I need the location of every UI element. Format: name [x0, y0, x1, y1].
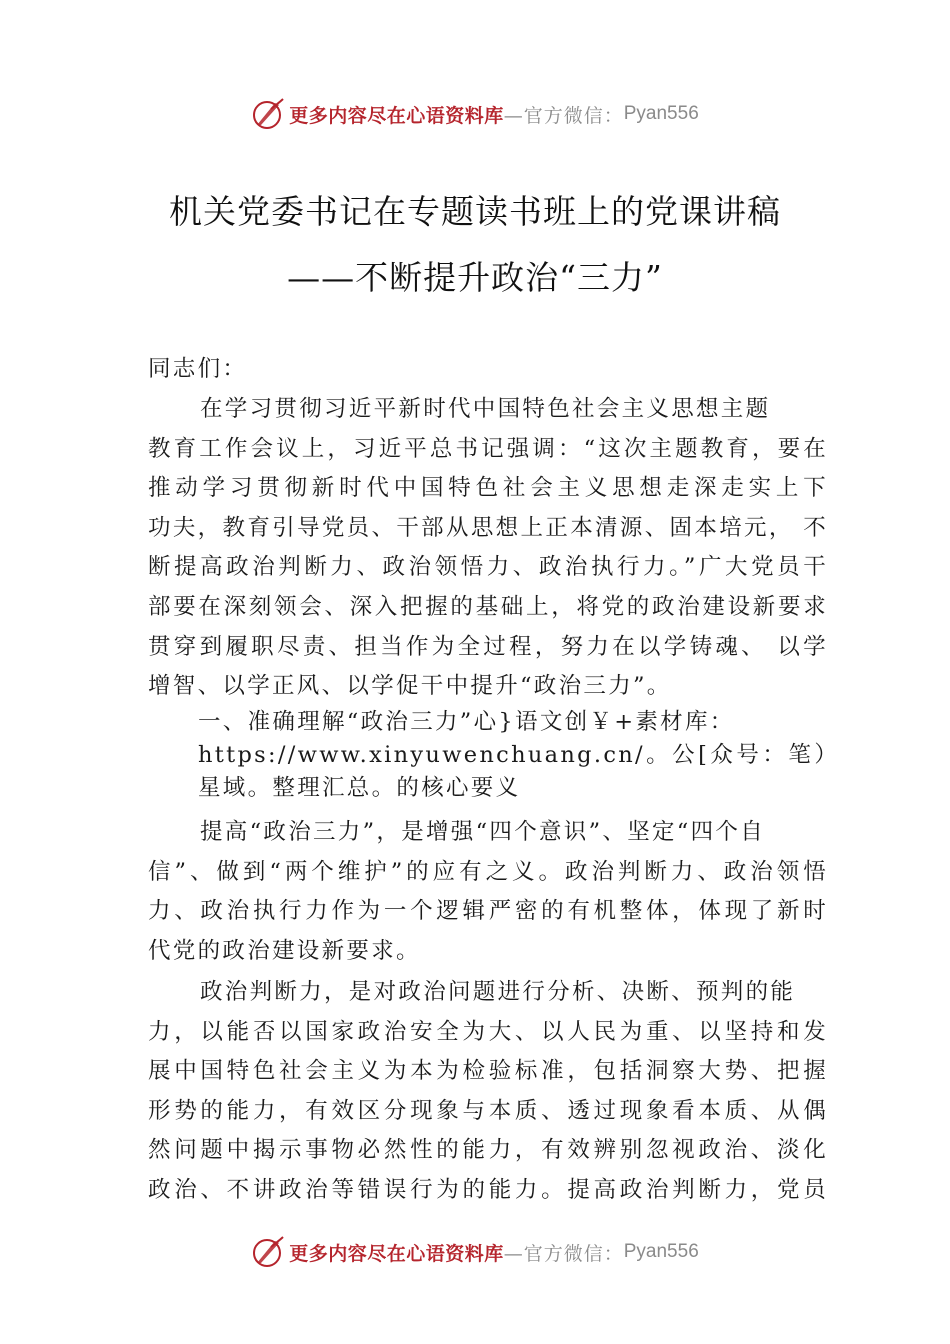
paragraph-line: 政治判断力，是对政治问题进行分析、决断、预判的能 [200, 979, 796, 1005]
paragraph-line: 力，以能否以国家政治安全为大、以人民为重、以坚持和发 [148, 1018, 828, 1045]
paragraph-line: 信”、做到“两个维护”的应有之义。政治判断力、政治领悟 [148, 858, 828, 885]
paragraph-line: 在学习贯彻习近平新时代中国特色社会主义思想主题 [200, 396, 771, 422]
paragraph-line: 形势的能力，有效区分现象与本质、透过现象看本质、从偶 [148, 1097, 828, 1124]
heading-line: 星域。整理汇总。的核心要义 [198, 775, 521, 801]
paragraph-line: 教育工作会议上，习近平总书记强调：“这次主题教育，要在 [148, 435, 828, 462]
document-subtitle: ——不断提升政治“三力” [287, 258, 663, 297]
heading-line: 一、准确理解“政治三力”心}语文创￥+素材库： [198, 709, 735, 735]
paragraph-line: 推动学习贯彻新时代中国特色社会主义思想走深走实上下 [148, 475, 828, 502]
paragraph-line: 政治、不讲政治等错误行为的能力。提高政治判断力，党员 [148, 1176, 828, 1203]
paragraph-intro [148, 390, 828, 707]
paragraph-line: 功夫，教育引导党员、干部从思想上正本清源、固本培元， 不 [148, 514, 828, 541]
paragraph-line: 然问题中揭示事物必然性的能力，有效辨别忽视政治、淡化 [148, 1137, 828, 1164]
heading-line: https://www.xinyuwenchuang.cn/。公[众号：笔） [198, 742, 828, 768]
banner-wechat-label: —官方微信： [503, 104, 624, 127]
section-heading [198, 706, 828, 805]
banner-brand-text: 更多内容尽在心语资料库 [289, 1242, 504, 1265]
greeting-line: 同志们： [148, 356, 248, 382]
greeting [148, 350, 828, 390]
paragraph-meaning [148, 813, 828, 971]
quill-pen-icon [251, 97, 285, 131]
paragraph-line: 断提高政治判断力、政治领悟力、政治执行力。”广大党员干 [148, 554, 828, 581]
banner-wechat-label: —官方微信： [503, 1242, 624, 1265]
banner-wechat-id: Pyan556 [623, 103, 699, 124]
banner-brand-text: 更多内容尽在心语资料库 [289, 104, 504, 127]
document-title: 机关党委书记在专题读书班上的党课讲稿 [169, 192, 781, 231]
paragraph-judgment [148, 973, 828, 1211]
paragraph-line: 部要在深刻领会、深入把握的基础上，将党的政治建设新要求 [148, 593, 828, 620]
banner-wechat-id: Pyan556 [623, 1241, 699, 1262]
paragraph-line: 力、政治执行力作为一个逻辑严密的有机整体，体现了新时 [148, 898, 828, 925]
quill-pen-icon [251, 1235, 285, 1269]
paragraph-line: 展中国特色社会主义为本为检验标准，包括洞察大势、把握 [148, 1058, 828, 1085]
footer-banner [0, 1232, 950, 1272]
paragraph-line: 贯穿到履职尽责、担当作为全过程，努力在以学铸魂、 以学 [148, 633, 828, 660]
paragraph-line: 代党的政治建设新要求。 [148, 937, 421, 964]
header-banner [0, 94, 950, 134]
paragraph-line: 增智、以学正风、以学促干中提升“政治三力”。 [148, 673, 672, 700]
paragraph-line: 提高“政治三力”，是增强“四个意识”、坚定“四个自 [200, 819, 766, 845]
